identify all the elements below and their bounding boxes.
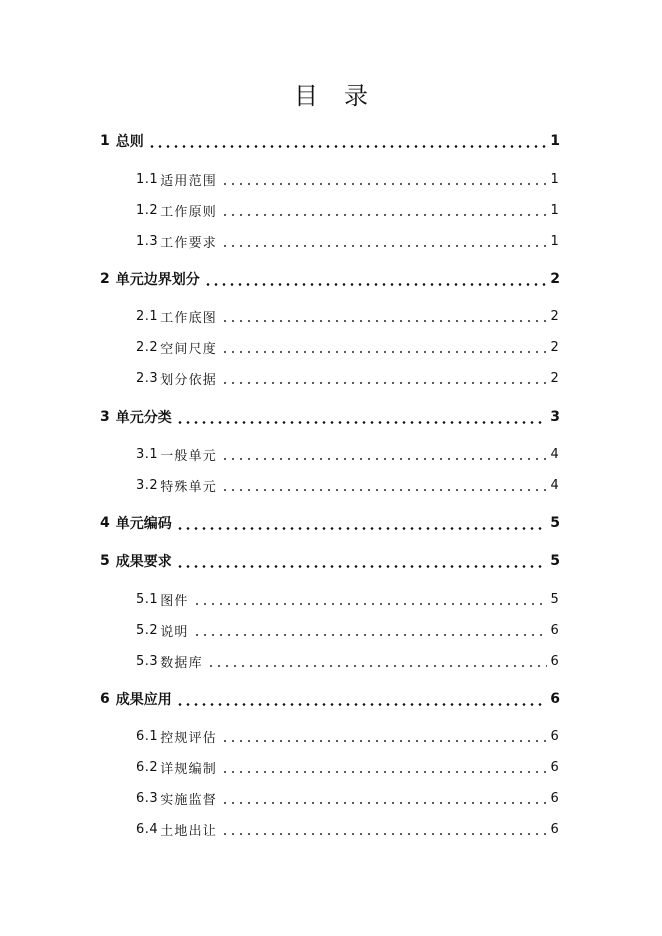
toc-entry-title: 特殊单元 [160, 479, 217, 495]
toc-page-number: 1 [550, 202, 560, 218]
toc-section-entry[interactable] [136, 818, 560, 840]
toc-entry-title: 单元编码 [115, 516, 172, 532]
toc-entry-title: 单元边界划分 [115, 272, 200, 288]
title-char-1: 目 [294, 82, 318, 110]
toc-page-number: 6 [550, 790, 560, 806]
toc-dot-leader [193, 634, 547, 636]
toc-section-entry[interactable] [136, 230, 560, 252]
toc-dot-leader [176, 527, 547, 530]
toc-section-entry[interactable] [136, 336, 560, 358]
toc-dot-leader [221, 771, 547, 773]
toc-section-entry[interactable] [136, 650, 560, 672]
toc-entry-number: 6.2 [136, 759, 159, 775]
toc-entry-title: 一般单元 [160, 448, 217, 464]
toc-entry-title: 详规编制 [160, 761, 217, 777]
page-title [0, 79, 662, 113]
toc-dot-leader [176, 703, 547, 706]
toc-entry-number: 6.3 [136, 790, 159, 806]
toc-section-entry[interactable] [136, 756, 560, 778]
toc-entry-title: 工作要求 [160, 235, 217, 251]
toc-page-number: 1 [550, 233, 560, 249]
toc-dot-leader [221, 214, 547, 216]
toc-page-number: 2 [550, 308, 560, 324]
toc-entry-number: 5.3 [136, 653, 159, 669]
toc-entry-number: 6.1 [136, 728, 159, 744]
toc-entry-number: 3.2 [136, 477, 159, 493]
toc-dot-leader [221, 382, 547, 384]
toc-entry-number: 6.4 [136, 821, 159, 837]
toc-page-number: 6 [550, 728, 560, 744]
title-char-2: 录 [344, 82, 368, 110]
toc-dot-leader [207, 665, 547, 667]
toc-chapter-entry[interactable] [100, 688, 560, 710]
toc-dot-leader [221, 183, 547, 185]
toc-page-number: 2 [550, 339, 560, 355]
toc-dot-leader [204, 283, 547, 286]
toc-entry-number: 1 [100, 133, 110, 149]
toc-page-number: 6 [550, 759, 560, 775]
toc-page-number: 5 [550, 515, 560, 531]
toc-section-entry[interactable] [136, 474, 560, 496]
toc-page-number: 2 [550, 271, 560, 287]
toc-section-entry[interactable] [136, 619, 560, 641]
toc-entry-number: 1.2 [136, 202, 159, 218]
toc-dot-leader [176, 421, 547, 424]
toc-entry-title: 说明 [160, 624, 189, 640]
toc-section-entry[interactable] [136, 443, 560, 465]
toc-entry-number: 5.2 [136, 622, 159, 638]
toc-entry-title: 图件 [160, 593, 189, 609]
toc-dot-leader [221, 802, 547, 804]
toc-section-entry[interactable] [136, 305, 560, 327]
toc-entry-title: 工作原则 [160, 204, 217, 220]
toc-chapter-entry[interactable] [100, 550, 560, 572]
toc-entry-number: 2.1 [136, 308, 159, 324]
toc-dot-leader [221, 740, 547, 742]
toc-section-entry[interactable] [136, 787, 560, 809]
toc-entry-title: 划分依据 [160, 372, 217, 388]
toc-dot-leader [221, 489, 547, 491]
toc-page-number: 6 [550, 653, 560, 669]
toc-entry-number: 5 [100, 553, 110, 569]
toc-dot-leader [193, 603, 547, 605]
toc-entry-title: 土地出让 [160, 823, 217, 839]
toc-entry-number: 1.3 [136, 233, 159, 249]
toc-section-entry[interactable] [136, 725, 560, 747]
toc-entry-title: 成果要求 [115, 554, 172, 570]
toc-entry-number: 4 [100, 515, 110, 531]
toc-entry-title: 工作底图 [160, 310, 217, 326]
toc-dot-leader [221, 320, 547, 322]
toc-dot-leader [176, 565, 547, 568]
toc-page-number: 5 [550, 553, 560, 569]
toc-dot-leader [221, 351, 547, 353]
toc-page-number: 4 [550, 446, 560, 462]
toc-entry-number: 5.1 [136, 591, 159, 607]
toc-dot-leader [221, 458, 547, 460]
toc-entry-title: 成果应用 [115, 692, 172, 708]
toc-entry-number: 3 [100, 409, 110, 425]
toc-page-number: 6 [550, 821, 560, 837]
toc-entry-number: 2 [100, 271, 110, 287]
toc-entry-title: 实施监督 [160, 792, 217, 808]
toc-page-number: 2 [550, 370, 560, 386]
toc-page-number: 6 [550, 691, 560, 707]
toc-entry-number: 6 [100, 691, 110, 707]
toc-entry-title: 单元分类 [115, 410, 172, 426]
toc-entry-title: 数据库 [160, 655, 203, 671]
toc-section-entry[interactable] [136, 367, 560, 389]
toc-page-number: 1 [550, 133, 560, 149]
toc-entry-number: 2.3 [136, 370, 159, 386]
toc-dot-leader [221, 245, 547, 247]
toc-page-number: 3 [550, 409, 560, 425]
toc-chapter-entry[interactable] [100, 130, 560, 152]
toc-entry-number: 2.2 [136, 339, 159, 355]
toc-entry-title: 空间尺度 [160, 341, 217, 357]
toc-page-number: 4 [550, 477, 560, 493]
toc-dot-leader [221, 833, 547, 835]
toc-chapter-entry[interactable] [100, 406, 560, 428]
toc-entry-number: 3.1 [136, 446, 159, 462]
toc-section-entry[interactable] [136, 168, 560, 190]
toc-dot-leader [148, 145, 547, 148]
toc-entry-title: 控规评估 [160, 730, 217, 746]
toc-chapter-entry[interactable] [100, 268, 560, 290]
toc-entry-title: 适用范围 [160, 173, 217, 189]
toc-page-number: 1 [550, 171, 560, 187]
toc-chapter-entry[interactable] [100, 512, 560, 534]
toc-section-entry[interactable] [136, 588, 560, 610]
toc-page-number: 6 [550, 622, 560, 638]
toc-page-number: 5 [550, 591, 560, 607]
toc-section-entry[interactable] [136, 199, 560, 221]
toc-entry-title: 总则 [115, 134, 144, 150]
toc-entry-number: 1.1 [136, 171, 159, 187]
